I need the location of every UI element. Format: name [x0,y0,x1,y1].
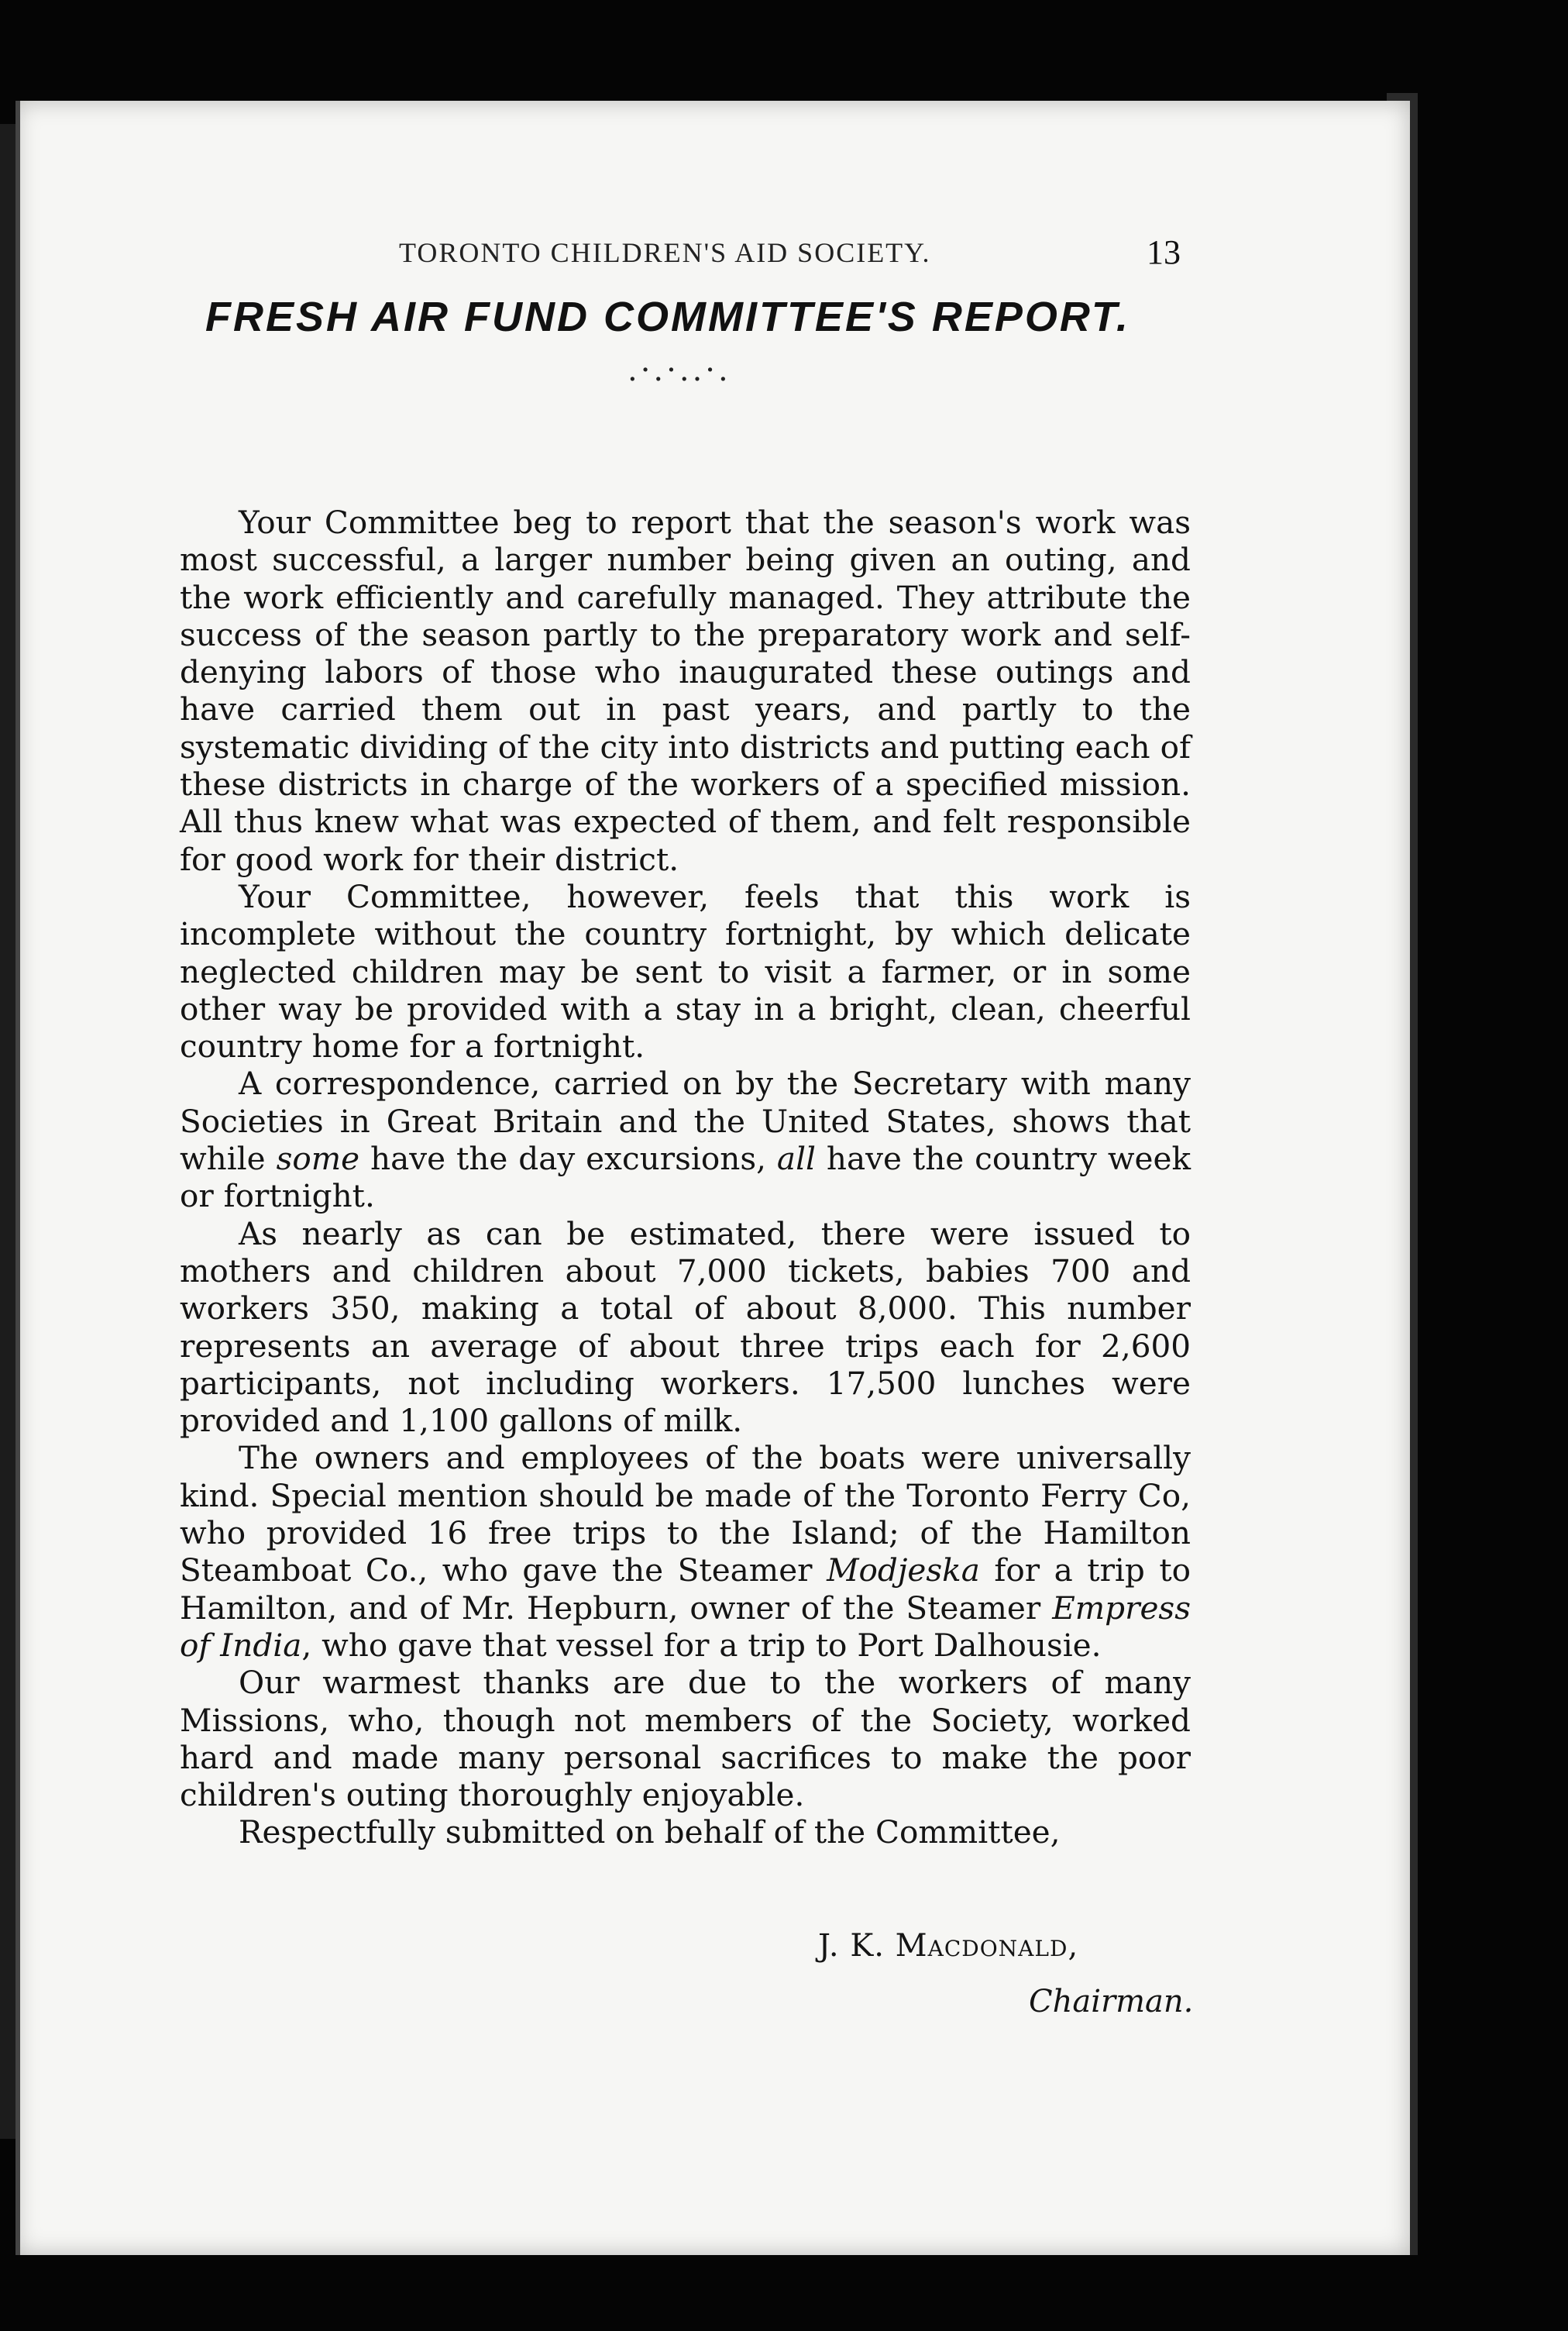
paragraph-text: Our warmest thanks are due to the workers of many Missions, who, though not members of the Society, worked hard and made many personal sacrifices to make the poor children's outing thoroughly enjoyable. [180,1664,1191,1814]
report-paragraph [180,1439,1191,1664]
italic-text: all [776,1140,816,1178]
paragraph-text: Respectfully submitted on behalf of the Committee, [239,1813,1061,1851]
italic-text: Modjeska [827,1551,980,1589]
report-paragraph [180,1215,1191,1440]
italic-text: some [276,1140,360,1178]
signature-title: Chairman. [1029,1984,1194,2019]
report-paragraph [180,1664,1191,1813]
signature-name [818,1928,1078,1964]
ornament-dots: .·.·..·. [628,353,731,388]
report-body [180,504,1191,1851]
paragraph-text: have the day excursions, [359,1140,777,1178]
report-title: FRESH AIR FUND COMMITTEE'S REPORT. [205,294,1130,340]
paragraph-text: As nearly as can be estimated, there were issued to mothers and children about 7,000 tickets, babies 700 and workers 350, making a total of about 8,000. This number represents an average of about three trips each for 2,600 participants, not including workers. 17,500 lunches were provided and 1,100 gallons of milk. [180,1214,1191,1440]
page-number: 13 [1147,233,1181,271]
running-head: TORONTO CHILDREN'S AID SOCIETY. [399,237,931,268]
paragraph-text: , who gave that vessel for a trip to Port Dalhousie. [301,1626,1102,1664]
binding-line [15,101,20,2255]
report-paragraph [180,878,1191,1065]
paragraph-text: Your Committee beg to report that the season's work was most successful, a larger number being given an outing, and the work efficiently and carefully managed. They attribute the success of the season partly to the preparatory work and self-denying labors of those who inaugurated these outings and have carried them out in past years, and partly to the systematic dividing of the city into districts and putting each of these districts in charge of the workers of a specified mission. All thus knew what was expected of them, and felt responsible for good work for their district. [180,504,1191,878]
signature-name-text: J. K. Macdonald, [818,1928,1079,1964]
italic-text: Empress of India [180,1589,1191,1664]
paragraph-text: Your Committee, however, feels that this work is incomplete without the country fortnight, by which delicate neglected children may be sent to visit a farmer, or in some other way be provided with a stay in a bright, clean, cheerful country home for a fortnight. [180,877,1191,1066]
paragraph-text: A correspondence, carried on by the Secretary with many Societies in Great Britain and the United States, shows that while [180,1065,1191,1178]
report-paragraph [180,504,1191,878]
paragraph-text: have the country week or fortnight. [180,1140,1191,1215]
paragraph-text: The owners and employees of the boats were universally kind. Special mention should be made of the Toronto Ferry Co, who provided 16 free trips to the Island; of the Hamilton Steamboat Co., who gave the Steamer [180,1439,1191,1589]
report-paragraph [180,1065,1191,1214]
paragraph-text: for a trip to Hamilton, and of Mr. Hepburn, owner of the Steamer [180,1551,1191,1627]
report-paragraph [180,1813,1191,1851]
